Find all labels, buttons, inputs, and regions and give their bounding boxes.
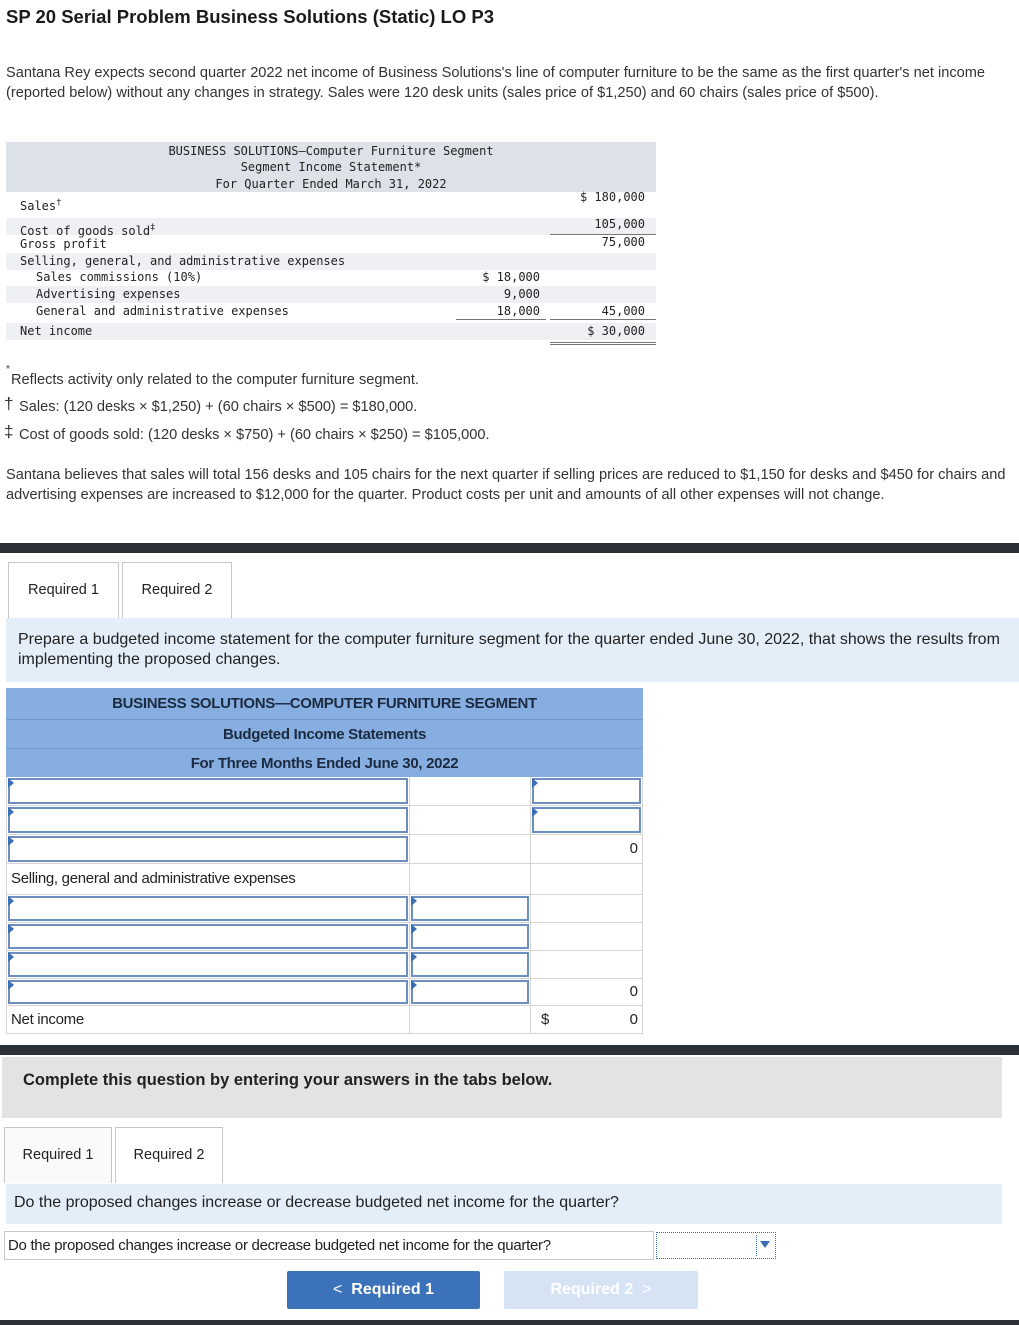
sga-total-underline (550, 319, 656, 320)
budget-header-period: For Three Months Ended June 30, 2022 (6, 748, 643, 777)
dropdown-marker-icon (8, 807, 14, 817)
commissions-value: $ 18,000 (482, 270, 540, 284)
expense-3-amount-input[interactable] (411, 952, 529, 977)
chevron-left-icon: < (333, 1281, 343, 1298)
tab-required-1[interactable]: Required 1 (8, 562, 119, 618)
net-income-row (6, 323, 656, 340)
segment-income-statement (6, 142, 656, 350)
sga-total-label-input[interactable] (8, 980, 408, 1004)
tab-required-2[interactable]: Required 2 (115, 1127, 223, 1183)
required-1-instruction: Prepare a budgeted income statement for the computer furniture segment for the quarter ended June 30, 2022, that shows the results from implementing the proposed changes. (6, 618, 1019, 682)
cogs-footnote-mark: ‡ (150, 223, 156, 233)
sales-label: Sales (20, 199, 57, 213)
sales-label-input[interactable] (8, 778, 408, 804)
expense-1-label-input[interactable] (8, 896, 408, 921)
commissions-row (6, 269, 656, 286)
dropdown-marker-icon (411, 924, 417, 934)
budget-row-expense-1 (6, 895, 643, 923)
dropdown-marker-icon (8, 896, 14, 906)
required-2-question: Do the proposed changes increase or decrease budgeted net income for the quarter? (6, 1184, 1002, 1224)
sga-total-amount-input[interactable] (411, 980, 529, 1004)
advertising-label: Advertising expenses (36, 287, 181, 301)
budget-header-title: Budgeted Income Statements (6, 719, 643, 748)
tab-bar-bottom (0, 1127, 1019, 1183)
budget-row-gross-profit (6, 835, 643, 864)
budget-row-sales (6, 777, 643, 806)
increase-decrease-select[interactable] (656, 1232, 776, 1259)
expense-2-label-input[interactable] (8, 924, 408, 949)
cogs-label-input[interactable] (8, 807, 408, 833)
dropdown-marker-icon (532, 778, 538, 788)
intro-paragraph: Santana Rey expects second quarter 2022 net income of Business Solutions's line of computer furniture to be the same as the first quarter's net income (reported below) without any changes in strategy. Sales were 120 desk units (sales price of $1,250) and 60 chairs (sales price of $500). (6, 65, 986, 101)
ga-row (6, 303, 656, 320)
statement-title: Segment Income Statement* (240, 160, 422, 174)
advertising-row (6, 286, 656, 303)
budget-row-sga-heading (6, 864, 643, 895)
double-dagger-mark: ‡ (4, 422, 14, 441)
previous-required-1-button[interactable] (287, 1271, 480, 1309)
sales-row (6, 190, 656, 213)
required-2-answer-label: Do the proposed changes increase or decrease budgeted net income for the quarter? (4, 1231, 654, 1260)
chevron-right-icon: > (642, 1281, 652, 1298)
sales-value: $ 180,000 (579, 190, 645, 204)
sales-amount-input[interactable] (532, 778, 641, 804)
footnote-star: Reflects activity only related to the computer furniture segment. (11, 372, 420, 388)
footnote-dagger: Sales: (120 desks × $1,250) + (60 chairs × $500) = $180,000. (19, 399, 418, 415)
statement-header (6, 142, 656, 192)
budget-sga-label: Selling, general and administrative expenses (11, 870, 296, 887)
dropdown-marker-icon (8, 952, 14, 962)
chevron-down-icon (760, 1241, 770, 1248)
cogs-label: Cost of goods sold (20, 224, 151, 238)
sales-footnote-mark: † (56, 198, 62, 208)
ga-value: 18,000 (496, 304, 540, 318)
cogs-amount-input[interactable] (532, 807, 641, 833)
gross-profit-label: Gross profit (20, 237, 107, 251)
sga-heading-row (6, 253, 656, 270)
section-divider (0, 1045, 1019, 1055)
dropdown-marker-icon (8, 778, 14, 788)
next-button-label: Required 2 (550, 1281, 634, 1298)
expense-3-label-input[interactable] (8, 952, 408, 977)
expense-1-amount-input[interactable] (411, 896, 529, 921)
next-required-2-button[interactable] (504, 1271, 698, 1309)
sga-label: Selling, general, and administrative expenses (20, 254, 346, 268)
proposal-paragraph: Santana believes that sales will total 156 desks and 105 chairs for the next quarter if selling prices are reduced to $1,150 for desks and $450 for chairs and advertising expenses are increased to $12,000 for the quarter. Product costs per unit and amounts of all other expenses will not change. (6, 467, 1006, 503)
budget-row-sga-total (6, 979, 643, 1006)
dagger-mark: † (4, 394, 14, 413)
cogs-value: 105,000 (594, 217, 645, 231)
statement-company: BUSINESS SOLUTIONS—Computer Furniture Segment (168, 144, 494, 158)
dropdown-marker-icon (532, 807, 538, 817)
dropdown-marker-icon (8, 924, 14, 934)
budget-net-income-label: Net income (11, 1011, 84, 1028)
page-title: SP 20 Serial Problem Business Solutions (Static) LO P3 (6, 6, 495, 27)
net-income-value: $ 30,000 (587, 324, 645, 338)
tab-bar-top (0, 562, 1019, 618)
gross-profit-label-input[interactable] (8, 836, 408, 862)
gross-profit-value: 75,000 (601, 235, 645, 249)
section-divider (0, 543, 1019, 553)
ga-label: General and administrative expenses (36, 304, 289, 318)
sga-total: 0 (629, 983, 638, 1000)
dropdown-marker-icon (411, 980, 417, 990)
net-double-underline-2 (550, 344, 656, 345)
dropdown-marker-icon (411, 952, 417, 962)
advertising-value: 9,000 (503, 287, 540, 301)
gross-profit-total: 0 (629, 840, 638, 857)
select-divider (756, 1235, 757, 1256)
prev-button-label: Required 1 (351, 1281, 434, 1298)
tab-required-1[interactable]: Required 1 (4, 1127, 112, 1183)
cogs-row (6, 217, 656, 238)
budget-header-company: BUSINESS SOLUTIONS—COMPUTER FURNITURE SEGMENT (6, 688, 643, 719)
dropdown-marker-icon (8, 980, 14, 990)
dropdown-marker-icon (8, 836, 14, 846)
net-income-currency: $ (541, 1011, 550, 1028)
gross-profit-row (6, 236, 656, 253)
bottom-bar (0, 1320, 1019, 1325)
statement-period: For Quarter Ended March 31, 2022 (215, 177, 447, 191)
instructions-box: Complete this question by entering your answers in the tabs below. (2, 1057, 1002, 1118)
ga-underline (456, 319, 546, 320)
dropdown-marker-icon (411, 896, 417, 906)
sga-total-value: 45,000 (601, 304, 645, 318)
star-mark: * (6, 364, 10, 375)
net-income-total: 0 (629, 1011, 638, 1028)
net-income-label: Net income (20, 324, 93, 338)
expense-2-amount-input[interactable] (411, 924, 529, 949)
net-double-underline-1 (550, 342, 656, 343)
commissions-label: Sales commissions (10%) (36, 270, 203, 284)
tab-required-2[interactable]: Required 2 (122, 562, 232, 618)
budget-row-cogs (6, 806, 643, 835)
budget-row-net-income (6, 1006, 643, 1034)
budget-row-expense-3 (6, 951, 643, 979)
footnote-double-dagger: Cost of goods sold: (120 desks × $750) + (60 chairs × $250) = $105,000. (19, 427, 490, 443)
budget-row-expense-2 (6, 923, 643, 951)
